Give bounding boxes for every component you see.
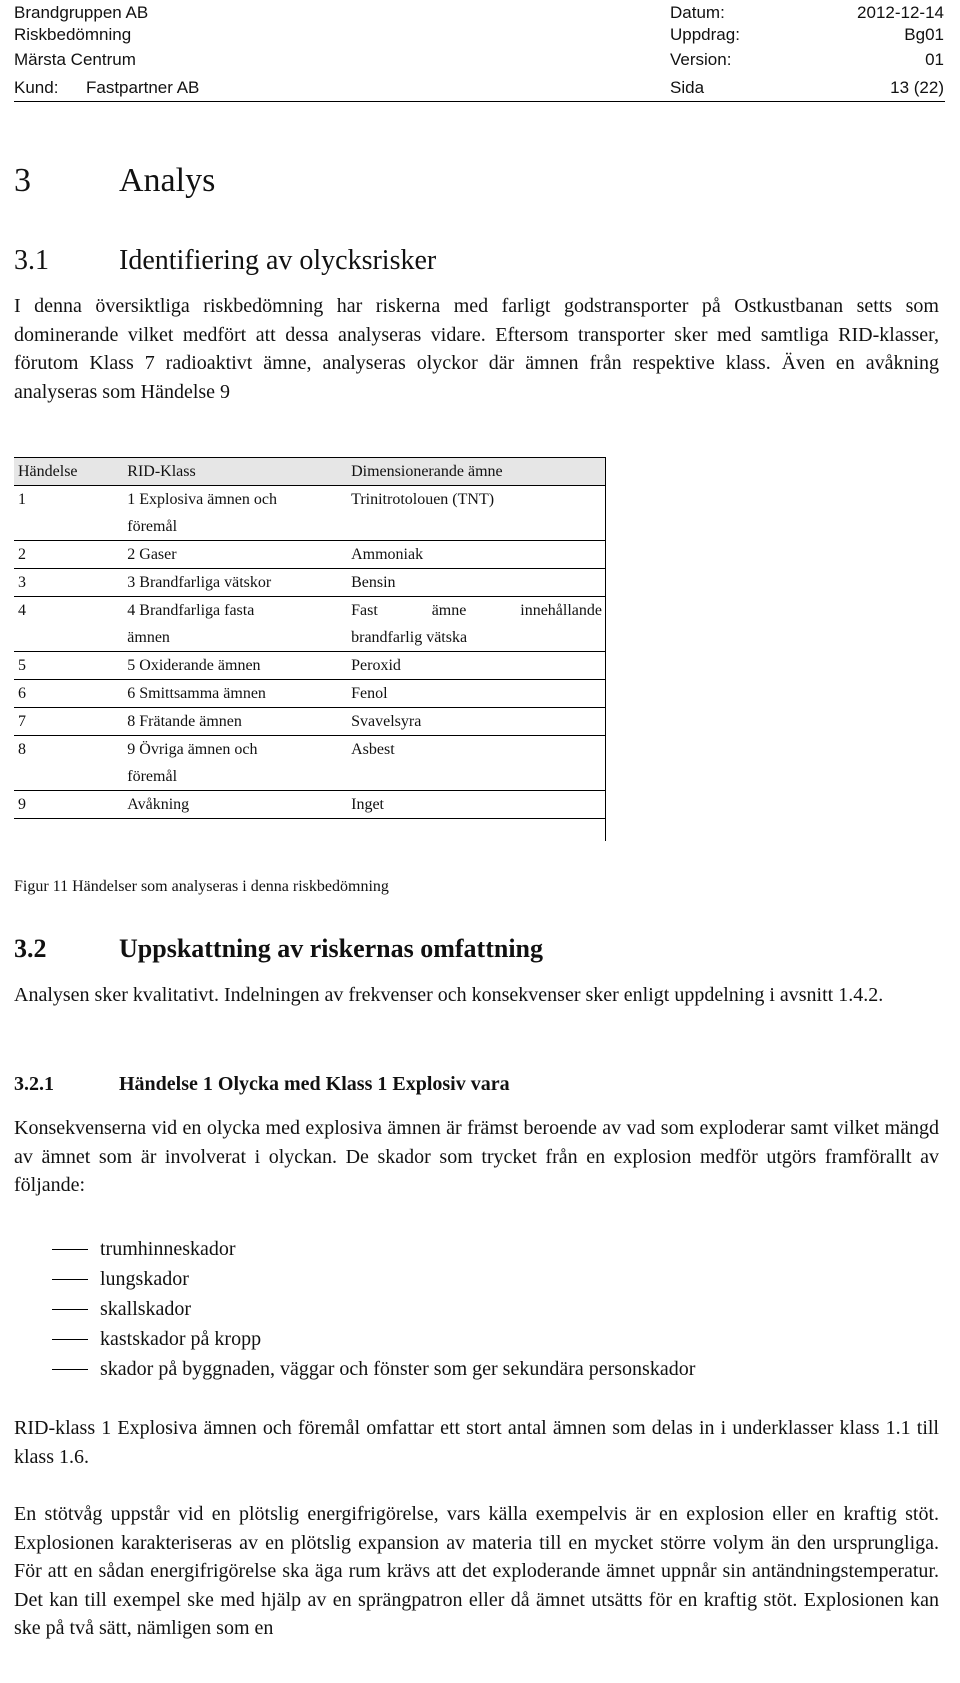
table-cell: Ammoniak: [347, 541, 606, 569]
section-title: Analys: [119, 162, 216, 199]
section-number: 3.2.1: [14, 1073, 54, 1095]
table-cell: 6: [14, 680, 123, 708]
table-cell: 3: [14, 569, 123, 597]
section-title: Uppskattning av riskernas omfattning: [119, 934, 544, 963]
section-heading-3: [14, 162, 215, 200]
table-cell: 3 Brandfarliga vätskor: [123, 569, 347, 597]
table-cell: 8 Frätande ämnen: [123, 708, 347, 736]
list-item: [14, 1294, 695, 1324]
list-item: [14, 1354, 695, 1384]
table-row: [14, 541, 606, 569]
header-label-page: Sida: [670, 78, 705, 97]
header-value-date: 2012-12-14: [857, 3, 944, 22]
table-cell: Trinitrotolouen (TNT): [347, 486, 606, 541]
dash-bullet-icon: [52, 1369, 88, 1370]
table-cell: 8: [14, 736, 123, 791]
section-title: Identifiering av olycksrisker: [119, 245, 437, 276]
table-row: [14, 597, 606, 652]
table-cell: Peroxid: [347, 652, 606, 680]
events-table: [14, 457, 606, 819]
header-divider: [14, 101, 945, 102]
table-cell: Asbest: [347, 736, 606, 791]
section-number: 3.2: [14, 934, 47, 963]
table-cell: 7: [14, 708, 123, 736]
table-row: [14, 708, 606, 736]
table-cell: [123, 486, 347, 541]
header-value-assignment: Bg01: [904, 25, 944, 44]
list-item-text: kastskador på kropp: [100, 1328, 262, 1350]
table-cell: 6 Smittsamma ämnen: [123, 680, 347, 708]
list-item: [14, 1324, 695, 1354]
table-row: [14, 569, 606, 597]
cell-line: 9 Övriga ämnen och: [127, 741, 258, 758]
table-row: [14, 680, 606, 708]
table-row: [14, 791, 606, 819]
cell-line: föremål: [127, 768, 178, 785]
header-label-date: Datum:: [670, 3, 725, 22]
list-item-text: lungskador: [100, 1268, 189, 1290]
table-cell: 5: [14, 652, 123, 680]
figure-caption: Figur 11 Händelser som analyseras i denna riskbedömning: [14, 878, 389, 895]
header-value-page: 13 (22): [890, 78, 944, 97]
table-cell: Svavelsyra: [347, 708, 606, 736]
cell-line: 4 Brandfarliga fasta: [127, 602, 255, 619]
dash-bullet-icon: [52, 1249, 88, 1250]
table-right-border: [605, 457, 606, 841]
table-cell: 5 Oxiderande ämnen: [123, 652, 347, 680]
list-item: [14, 1264, 695, 1294]
list-item-text: skador på byggnaden, väggar och fönster som ger sekundära personskador: [100, 1358, 696, 1380]
table-cell: Bensin: [347, 569, 606, 597]
dash-bullet-icon: [52, 1339, 88, 1340]
header-label-customer: Kund:: [14, 78, 59, 97]
cell-line: brandfarlig vätska: [351, 629, 468, 646]
table-row: [14, 486, 606, 541]
paragraph: En stötvåg uppstår vid en plötslig energifrigörelse, vars källa exempelvis är en explosion eller en kraftig stöt. Explosionen karakteriseras av en plötslig expansion av materia till en mycket större volym än den ursprungliga. För att en sådan energifrigörelse ska äga rum krävs att det exploderande ämnet uppnår sin antändningstemperatur. Det kan till exempel ske med hjälp av en sprängpatron eller då ämnet utsätts för en kraftig stöt. Explosionen kan ske på två sätt, nämligen som en: [14, 1503, 939, 1639]
header-label-assignment: Uppdrag:: [670, 25, 740, 44]
list-item: [14, 1234, 695, 1264]
table-cell: [123, 736, 347, 791]
table-cell: [123, 597, 347, 652]
table-header-row: [14, 458, 606, 486]
table-cell: Avåkning: [123, 791, 347, 819]
section-number: 3.1: [14, 245, 49, 276]
paragraph: Konsekvenserna vid en olycka med explosiva ämnen är främst beroende av vad som exploderar samt vilket mängd av ämnet som är involverat i olyckan. De skador som trycket från en explosion medför utgörs framförallt av följande:: [14, 1117, 939, 1196]
injury-list: [14, 1234, 695, 1384]
section-title: Händelse 1 Olycka med Klass 1 Explosiv vara: [119, 1073, 510, 1095]
header-company: Brandgruppen AB: [14, 3, 149, 22]
table-cell: 1: [14, 486, 123, 541]
column-header: Dimensionerande ämne: [347, 458, 606, 486]
table-cell: Fenol: [347, 680, 606, 708]
cell-line: ämnen: [127, 629, 170, 646]
table-cell: [347, 597, 606, 652]
column-header: RID-Klass: [123, 458, 347, 486]
cell-line: 1 Explosiva ämnen och: [127, 491, 278, 508]
cell-line: Fast ämne innehållande: [351, 602, 602, 619]
cell-line: föremål: [127, 518, 178, 535]
table-cell: 4: [14, 597, 123, 652]
paragraph: RID-klass 1 Explosiva ämnen och föremål omfattar ett stort antal ämnen som delas in i underklasser klass 1.1 till klass 1.6.: [14, 1417, 939, 1468]
header-doc-type: Riskbedömning: [14, 25, 132, 44]
list-item-text: skallskador: [100, 1298, 192, 1320]
header-label-version: Version:: [670, 50, 732, 69]
header-project: Märsta Centrum: [14, 50, 136, 69]
header-value-customer: Fastpartner AB: [86, 78, 200, 97]
section-heading-3-2: [14, 934, 543, 964]
section-heading-3-2-1: [14, 1073, 510, 1096]
dash-bullet-icon: [52, 1279, 88, 1280]
table-row: [14, 652, 606, 680]
section-number: 3: [14, 162, 31, 199]
paragraph: Analysen sker kvalitativt. Indelningen av frekvenser och konsekvenser sker enligt uppdelning i avsnitt 1.4.2.: [14, 984, 884, 1006]
paragraph: I denna översiktliga riskbedömning har riskerna med farligt godstransporter på Ostkustbanan setts som dominerande vilket medfört att dessa analyseras vidare. Eftersom transporter sker med samtliga RID-klasser, förutom Klass 7 radioaktivt ämne, analyseras olyckor där ämnen från respektive klass. Även en avåkning analyseras som Händelse 9: [14, 295, 939, 403]
table-cell: Inget: [347, 791, 606, 819]
table-cell: 2 Gaser: [123, 541, 347, 569]
header-value-version: 01: [925, 50, 944, 69]
dash-bullet-icon: [52, 1309, 88, 1310]
table-row: [14, 736, 606, 791]
section-heading-3-1: [14, 245, 436, 277]
table-cell: 9: [14, 791, 123, 819]
column-header: Händelse: [14, 458, 123, 486]
list-item-text: trumhinneskador: [100, 1238, 236, 1260]
table-cell: 2: [14, 541, 123, 569]
